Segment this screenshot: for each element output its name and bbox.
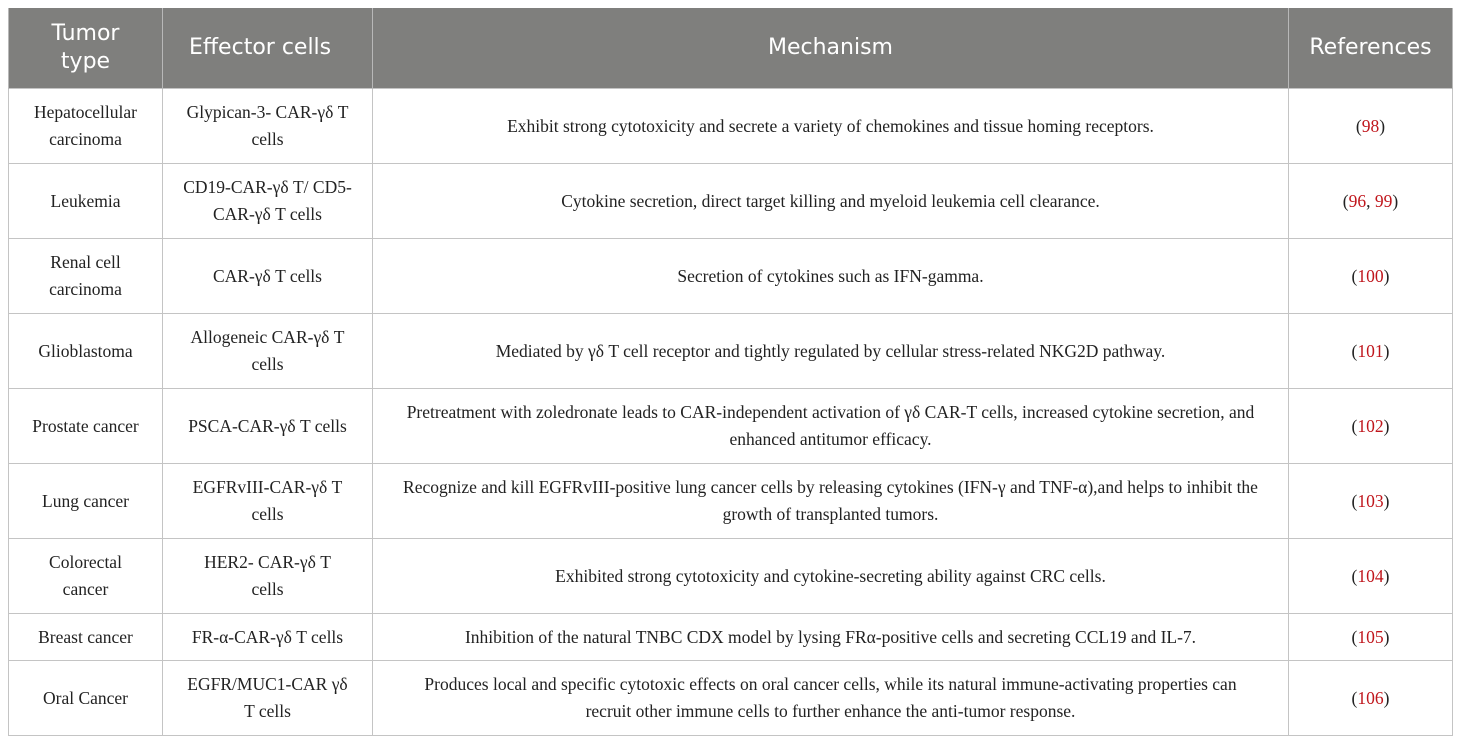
cell-references: (101) [1289,314,1453,389]
table-body [9,89,1453,736]
table-row [9,314,1453,389]
reference-number[interactable]: 106 [1357,687,1384,708]
table-row [9,239,1453,314]
reference-number[interactable]: 104 [1357,565,1384,586]
cell-effector-cells: HER2- CAR-γδ T cells [163,539,373,614]
table-row [9,539,1453,614]
header-tumor-type: Tumor type [9,8,163,89]
cell-tumor-type: Glioblastoma [9,314,163,389]
header-mechanism: Mechanism [373,8,1289,89]
cell-tumor-type: Breast cancer [9,614,163,661]
cell-references: (105) [1289,614,1453,661]
cell-tumor-type: Colorectal cancer [9,539,163,614]
cell-effector-cells: FR-α-CAR-γδ T cells [163,614,373,661]
table-row [9,661,1453,736]
table-container [8,8,1452,736]
cell-mechanism: Cytokine secretion, direct target killing and myeloid leukemia cell clearance. [373,164,1289,239]
cell-references: (98) [1289,89,1453,164]
cell-mechanism: Produces local and specific cytotoxic effects on oral cancer cells, while its natural immune-activating properties can recruit other immune cells to further enhance the anti-tumor response. [373,661,1289,736]
cell-mechanism: Secretion of cytokines such as IFN-gamma. [373,239,1289,314]
table-row [9,89,1453,164]
cell-effector-cells: CD19-CAR-γδ T/ CD5-CAR-γδ T cells [163,164,373,239]
cell-effector-cells: CAR-γδ T cells [163,239,373,314]
table-row [9,389,1453,464]
reference-number[interactable]: 103 [1357,490,1384,511]
cell-references: (103) [1289,464,1453,539]
cell-effector-cells: Allogeneic CAR-γδ T cells [163,314,373,389]
reference-number[interactable]: 100 [1357,265,1384,286]
reference-number[interactable]: 102 [1357,415,1384,436]
cell-tumor-type: Prostate cancer [9,389,163,464]
cell-effector-cells: EGFRvIII-CAR-γδ T cells [163,464,373,539]
table-row [9,164,1453,239]
cell-mechanism: Mediated by γδ T cell receptor and tightly regulated by cellular stress-related NKG2D pathway. [373,314,1289,389]
cell-references: (102) [1289,389,1453,464]
reference-number[interactable]: 99 [1374,190,1393,211]
table-row [9,614,1453,661]
cell-references: (106) [1289,661,1453,736]
header-row [9,8,1453,89]
cell-references: (96, 99) [1289,164,1453,239]
reference-number[interactable]: 101 [1357,340,1384,361]
reference-number[interactable]: 96 [1348,190,1367,211]
cell-tumor-type: Hepatocellular carcinoma [9,89,163,164]
header-effector-cells: Effector cells [163,8,373,89]
header-references: References [1289,8,1453,89]
cell-mechanism: Exhibit strong cytotoxicity and secrete a variety of chemokines and tissue homing receptors. [373,89,1289,164]
cell-mechanism: Exhibited strong cytotoxicity and cytokine-secreting ability against CRC cells. [373,539,1289,614]
cell-effector-cells: EGFR/MUC1-CAR γδ T cells [163,661,373,736]
cell-mechanism: Pretreatment with zoledronate leads to CAR-independent activation of γδ CAR-T cells, increased cytokine secretion, and enhanced antitumor efficacy. [373,389,1289,464]
cell-references: (104) [1289,539,1453,614]
cell-references: (100) [1289,239,1453,314]
cell-effector-cells: PSCA-CAR-γδ T cells [163,389,373,464]
cell-mechanism: Recognize and kill EGFRvIII-positive lung cancer cells by releasing cytokines (IFN-γ and TNF-α),and helps to inhibit the growth of transplanted tumors. [373,464,1289,539]
reference-number[interactable]: 98 [1361,115,1380,136]
cell-tumor-type: Oral Cancer [9,661,163,736]
cell-tumor-type: Lung cancer [9,464,163,539]
table-row [9,464,1453,539]
reference-number[interactable]: 105 [1357,626,1384,647]
cell-effector-cells: Glypican-3- CAR-γδ T cells [163,89,373,164]
cell-tumor-type: Leukemia [9,164,163,239]
cell-mechanism: Inhibition of the natural TNBC CDX model by lysing FRα-positive cells and secreting CCL19 and IL-7. [373,614,1289,661]
tumor-car-gd-table [8,8,1453,736]
cell-tumor-type: Renal cell carcinoma [9,239,163,314]
table-header [9,8,1453,89]
